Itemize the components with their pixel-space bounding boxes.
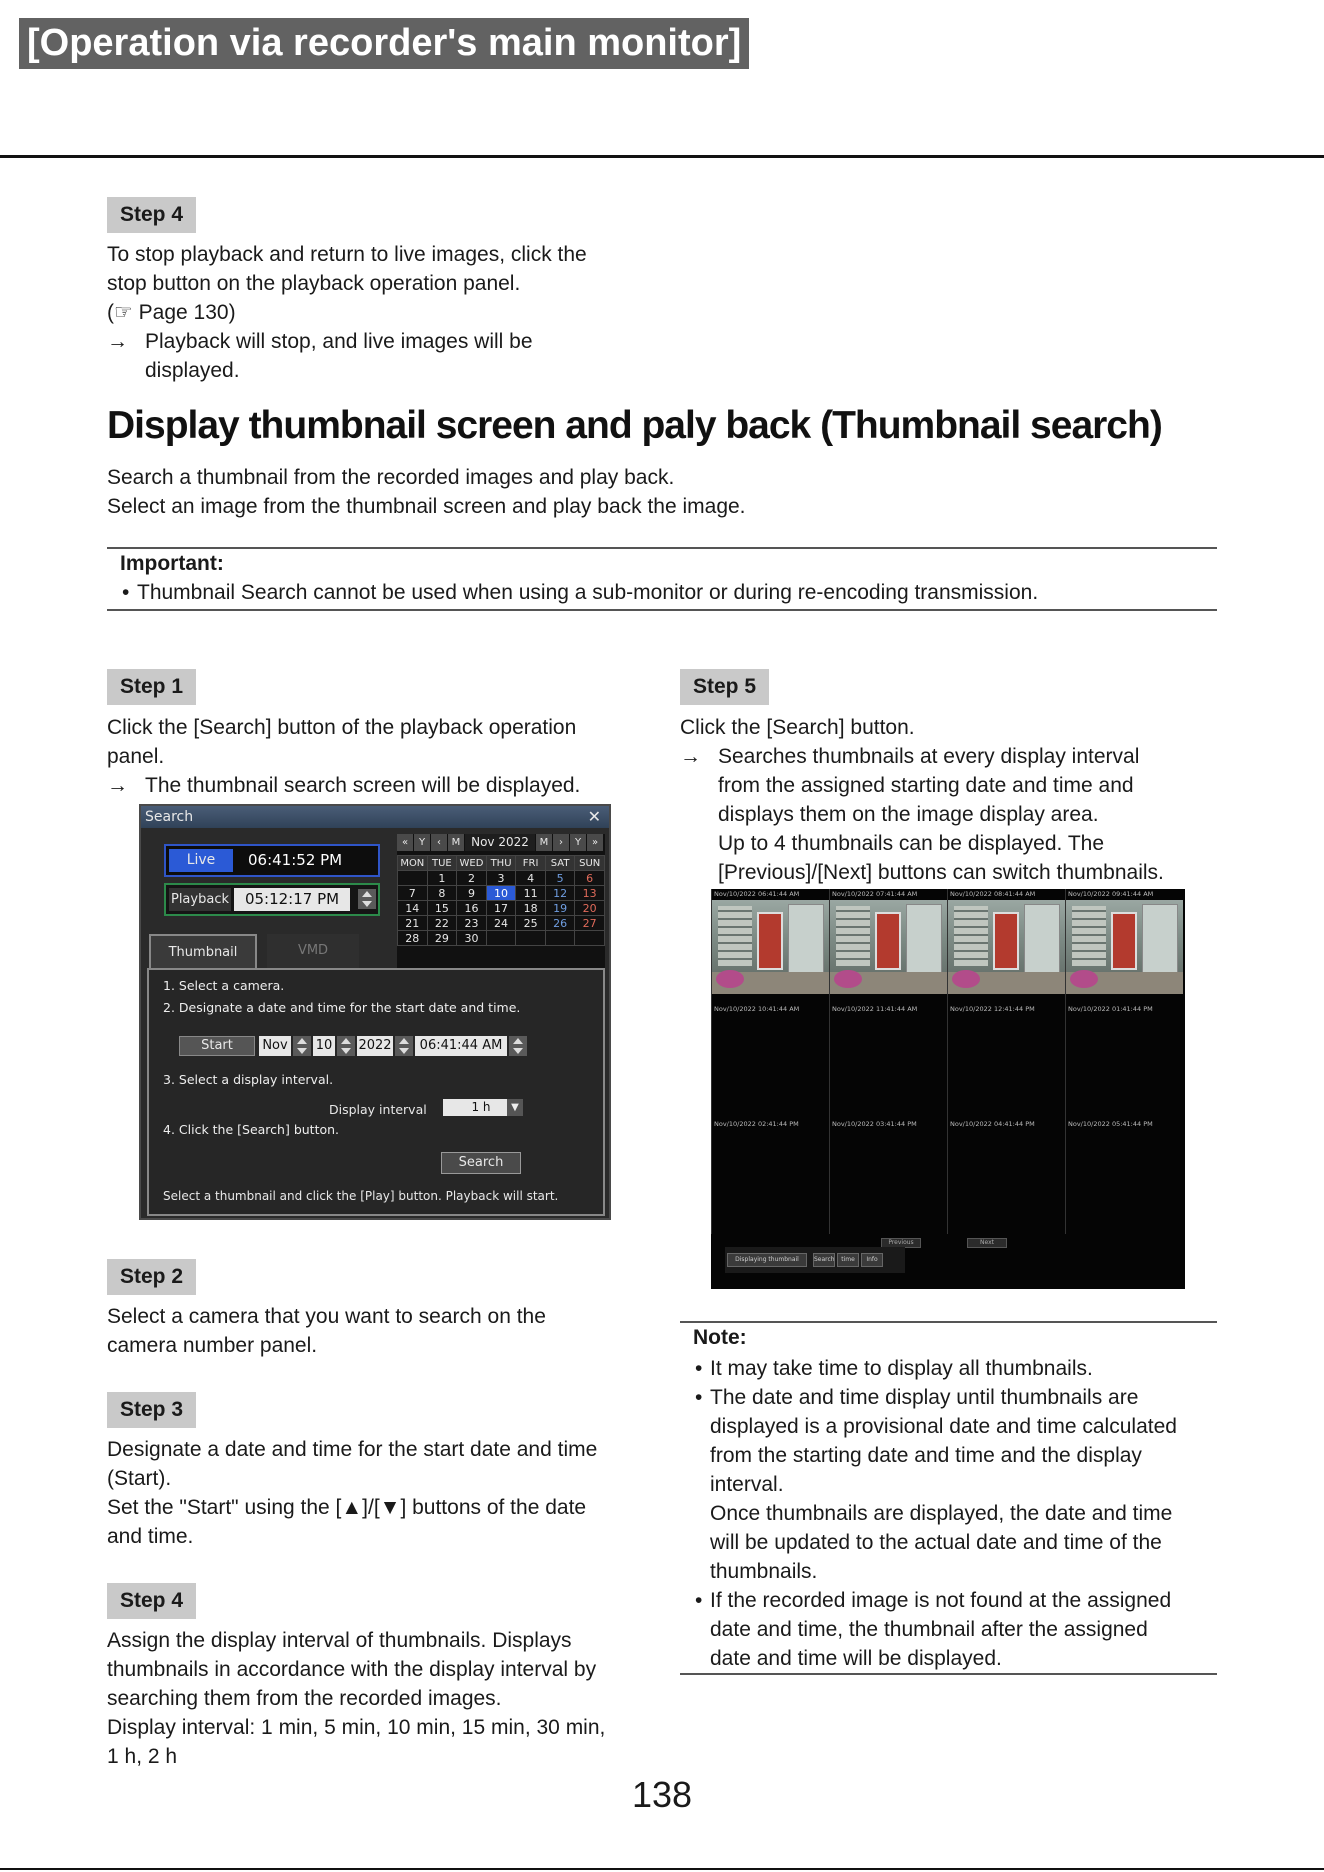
next-month-icon: › bbox=[553, 834, 569, 851]
step-5-badge: Step 5 bbox=[680, 669, 769, 705]
text-line: panel. bbox=[107, 745, 165, 768]
text-line: interval. bbox=[710, 1473, 784, 1496]
calendar-grid bbox=[397, 855, 605, 946]
calendar-day-header: THU bbox=[486, 856, 516, 871]
text-line: from the starting date and time and the display bbox=[710, 1444, 1142, 1467]
text-line: Up to 4 thumbnails can be displayed. The bbox=[718, 832, 1105, 855]
start-button: Start bbox=[179, 1036, 255, 1056]
thumbnail-cell bbox=[711, 1004, 828, 1119]
section-title: Display thumbnail screen and paly back (Thumbnail search) bbox=[107, 404, 1162, 447]
dialog-footer-text: Select a thumbnail and click the [Play] button. Playback will start. bbox=[163, 1189, 559, 1203]
text-line: camera number panel. bbox=[107, 1334, 318, 1357]
calendar-day: 17 bbox=[486, 901, 516, 916]
text-line: Display interval: 1 min, 5 min, 10 min, 15 min, 30 min, bbox=[107, 1716, 606, 1739]
calendar-day: 30 bbox=[457, 931, 487, 946]
instruction-4: 4. Click the [Search] button. bbox=[163, 1122, 340, 1137]
calendar-day: 22 bbox=[427, 916, 457, 931]
search-dialog-screenshot bbox=[139, 804, 611, 1220]
text-line: If the recorded image is not found at the assigned bbox=[710, 1589, 1172, 1612]
arrow-icon: → bbox=[680, 745, 701, 768]
text-line: The date and time display until thumbnails are bbox=[710, 1386, 1139, 1409]
step-4-badge-bottom: Step 4 bbox=[107, 1583, 196, 1619]
section-intro bbox=[107, 463, 1207, 521]
thumbnail-image bbox=[830, 900, 947, 994]
search-button: Search bbox=[441, 1152, 521, 1174]
calendar-day: 18 bbox=[516, 901, 546, 916]
text-line: stop button on the playback operation panel. bbox=[107, 272, 521, 295]
step-4-top-text bbox=[107, 240, 667, 385]
text-line: displayed is a provisional date and time calculated bbox=[710, 1415, 1177, 1438]
calendar-day-header: SUN bbox=[575, 856, 605, 871]
text-line: displayed. bbox=[145, 359, 240, 382]
step-2-text bbox=[107, 1302, 667, 1360]
important-bottom-rule bbox=[107, 609, 1217, 611]
thumbnail-timestamp: Nov/10/2022 09:41:44 AM bbox=[1068, 890, 1154, 898]
info-icon: Info bbox=[861, 1253, 883, 1267]
prev-year-icon: « bbox=[397, 834, 413, 851]
page-reference: (☞ Page 130) bbox=[107, 301, 236, 324]
important-list bbox=[120, 578, 1210, 607]
month-label-right: M bbox=[536, 834, 552, 851]
step-3-text bbox=[107, 1435, 667, 1551]
text-line: thumbnails in accordance with the display interval by bbox=[107, 1658, 597, 1681]
calendar-day-header: TUE bbox=[427, 856, 457, 871]
text-line: date and time will be displayed. bbox=[710, 1647, 1002, 1670]
start-month-field: Nov bbox=[259, 1036, 291, 1056]
bullet-icon: • bbox=[695, 1357, 703, 1380]
footer-rule bbox=[0, 1868, 1324, 1870]
calendar-header bbox=[397, 834, 605, 853]
result-line bbox=[107, 327, 667, 385]
live-button: Live bbox=[169, 849, 233, 872]
calendar-week bbox=[398, 931, 605, 946]
text-line: Click the [Search] button. bbox=[680, 716, 915, 739]
calendar-day: 8 bbox=[427, 886, 457, 901]
text-line: searching them from the recorded images. bbox=[107, 1687, 502, 1710]
calendar-day: 23 bbox=[457, 916, 487, 931]
start-year-field: 2022 bbox=[357, 1036, 393, 1056]
calendar-day: 11 bbox=[516, 886, 546, 901]
page-header: [Operation via recorder's main monitor] bbox=[19, 18, 749, 69]
thumbnail-timestamp: Nov/10/2022 08:41:44 AM bbox=[950, 890, 1036, 898]
step-4-bottom-text bbox=[107, 1626, 667, 1771]
text-line: date and time, the thumbnail after the assigned bbox=[710, 1618, 1148, 1641]
thumbnail-cell bbox=[1065, 1119, 1182, 1234]
calendar-day: 3 bbox=[486, 871, 516, 886]
text-line: Select a camera that you want to search on the bbox=[107, 1305, 546, 1328]
live-panel bbox=[164, 844, 380, 877]
thumbnail-cell bbox=[829, 889, 946, 1004]
instruction-2: 2. Designate a date and time for the start date and time. bbox=[163, 1000, 521, 1015]
calendar-day: 21 bbox=[398, 916, 428, 931]
calendar-day: 12 bbox=[545, 886, 575, 901]
live-time: 06:41:52 PM bbox=[248, 851, 343, 869]
calendar-day: 29 bbox=[427, 931, 457, 946]
tab-vmd: VMD bbox=[267, 934, 359, 968]
thumbnail-cell bbox=[947, 1004, 1064, 1119]
thumbnail-timestamp: Nov/10/2022 05:41:44 PM bbox=[1068, 1120, 1153, 1128]
note-top-rule bbox=[680, 1321, 1217, 1323]
thumbnail-tab-panel bbox=[147, 968, 605, 1216]
calendar-day-header: FRI bbox=[516, 856, 546, 871]
list-item bbox=[693, 1383, 1223, 1586]
calendar bbox=[397, 834, 605, 968]
spinner-icon bbox=[358, 889, 376, 909]
text-line: (Start). bbox=[107, 1467, 172, 1490]
thumbnail-timestamp: Nov/10/2022 01:41:44 PM bbox=[1068, 1005, 1153, 1013]
step-3-badge: Step 3 bbox=[107, 1392, 196, 1428]
text-line: 1 h, 2 h bbox=[107, 1745, 178, 1768]
thumbnail-timestamp: Nov/10/2022 06:41:44 AM bbox=[714, 890, 800, 898]
previous-button: Previous bbox=[881, 1238, 921, 1248]
display-interval-select: 1 h bbox=[443, 1099, 519, 1116]
next-year-icon: » bbox=[587, 834, 603, 851]
thumbnail-cell bbox=[1065, 1004, 1182, 1119]
thumbnail-timestamp: Nov/10/2022 04:41:44 PM bbox=[950, 1120, 1035, 1128]
calendar-day-header: WED bbox=[457, 856, 487, 871]
thumbnail-timestamp: Nov/10/2022 12:41:44 PM bbox=[950, 1005, 1035, 1013]
calendar-day: 4 bbox=[516, 871, 546, 886]
header-rule bbox=[0, 155, 1324, 158]
thumbnail-cell bbox=[711, 889, 828, 1004]
text-line: Set the "Start" using the [▲]/[▼] buttons of the date bbox=[107, 1496, 587, 1519]
calendar-day: 1 bbox=[427, 871, 457, 886]
thumbnail-status-bar bbox=[725, 1247, 905, 1273]
next-button: Next bbox=[967, 1238, 1007, 1248]
step-1-badge: Step 1 bbox=[107, 669, 196, 705]
month-label: M bbox=[448, 834, 464, 851]
thumbnail-cell bbox=[829, 1119, 946, 1234]
text-line: thumbnails. bbox=[710, 1560, 818, 1583]
instruction-3: 3. Select a display interval. bbox=[163, 1072, 334, 1087]
thumbnail-timestamp: Nov/10/2022 10:41:44 AM bbox=[714, 1005, 800, 1013]
thumbnail-screen-screenshot bbox=[711, 889, 1185, 1289]
arrow-icon: → bbox=[107, 774, 128, 797]
calendar-day: 27 bbox=[575, 916, 605, 931]
calendar-day: 25 bbox=[516, 916, 546, 931]
thumbnail-cell bbox=[1065, 889, 1182, 1004]
calendar-day: 15 bbox=[427, 901, 457, 916]
calendar-day bbox=[545, 931, 575, 946]
display-interval-label: Display interval bbox=[329, 1102, 427, 1117]
calendar-week bbox=[398, 916, 605, 931]
text-line: from the assigned starting date and time and bbox=[718, 774, 1134, 797]
calendar-day bbox=[575, 931, 605, 946]
thumbnail-cell bbox=[711, 1119, 828, 1234]
calendar-day: 5 bbox=[545, 871, 575, 886]
list-item: • It may take time to display all thumbnails. bbox=[693, 1354, 1223, 1383]
thumbnail-cell bbox=[947, 889, 1064, 1004]
spinner-icon bbox=[395, 1036, 413, 1056]
calendar-day: 26 bbox=[545, 916, 575, 931]
spinner-icon bbox=[509, 1036, 527, 1056]
step-5-text bbox=[680, 713, 1225, 887]
close-icon: ✕ bbox=[587, 807, 601, 826]
calendar-month: Nov 2022 bbox=[465, 834, 535, 851]
start-day-field: 10 bbox=[313, 1036, 335, 1056]
thumbnail-timestamp: Nov/10/2022 11:41:44 AM bbox=[832, 1005, 918, 1013]
spinner-icon bbox=[337, 1036, 355, 1056]
step-2-badge: Step 2 bbox=[107, 1259, 196, 1295]
text-line: Search a thumbnail from the recorded images and play back. bbox=[107, 466, 675, 489]
text-line: Assign the display interval of thumbnails. Displays bbox=[107, 1629, 572, 1652]
playback-time: 05:12:17 PM bbox=[234, 888, 350, 911]
calendar-day-header: MON bbox=[398, 856, 428, 871]
text-line: Playback will stop, and live images will be bbox=[145, 330, 533, 353]
status-label: Displaying thumbnail bbox=[727, 1253, 807, 1267]
year-label-right: Y bbox=[570, 834, 586, 851]
note-list bbox=[693, 1354, 1223, 1673]
text-line: Select an image from the thumbnail screen and play back the image. bbox=[107, 495, 746, 518]
thumbnail-image bbox=[948, 900, 1065, 994]
list-item bbox=[693, 1586, 1223, 1673]
text-line: will be updated to the actual date and time of the bbox=[710, 1531, 1162, 1554]
calendar-week bbox=[398, 901, 605, 916]
thumbnail-cell bbox=[829, 1004, 946, 1119]
calendar-day: 14 bbox=[398, 901, 428, 916]
dialog-title: Search bbox=[141, 806, 609, 828]
bullet-icon: • bbox=[122, 581, 130, 604]
arrow-icon: → bbox=[107, 330, 128, 353]
thumbnail-image bbox=[1066, 900, 1183, 994]
calendar-day bbox=[486, 931, 516, 946]
result-line bbox=[680, 742, 1225, 887]
calendar-day-header: SAT bbox=[545, 856, 575, 871]
bullet-icon: • bbox=[695, 1386, 703, 1409]
step-1-text bbox=[107, 713, 667, 800]
calendar-day: 10 bbox=[486, 886, 516, 901]
tab-thumbnail: Thumbnail bbox=[149, 934, 257, 970]
important-title: Important: bbox=[120, 552, 224, 575]
calendar-day: 7 bbox=[398, 886, 428, 901]
prev-month-icon: ‹ bbox=[431, 834, 447, 851]
calendar-day bbox=[398, 871, 428, 886]
thumbnail-timestamp: Nov/10/2022 07:41:44 AM bbox=[832, 890, 918, 898]
calendar-week bbox=[398, 886, 605, 901]
calendar-day: 20 bbox=[575, 901, 605, 916]
calendar-day bbox=[516, 931, 546, 946]
calendar-day: 28 bbox=[398, 931, 428, 946]
list-item: • Thumbnail Search cannot be used when using a sub-monitor or during re-encoding transmission. bbox=[120, 578, 1210, 607]
instruction-1: 1. Select a camera. bbox=[163, 978, 285, 993]
calendar-day: 13 bbox=[575, 886, 605, 901]
text-line: Searches thumbnails at every display interval bbox=[718, 745, 1140, 768]
search-icon: Search bbox=[813, 1253, 835, 1267]
start-time-field: 06:41:44 AM bbox=[415, 1036, 507, 1056]
calendar-day: 2 bbox=[457, 871, 487, 886]
playback-panel bbox=[164, 883, 380, 916]
text-line: Once thumbnails are displayed, the date and time bbox=[710, 1502, 1173, 1525]
calendar-day: 24 bbox=[486, 916, 516, 931]
thumbnail-timestamp: Nov/10/2022 02:41:44 PM bbox=[714, 1120, 799, 1128]
time-icon: time bbox=[837, 1253, 859, 1267]
page-number: 138 bbox=[631, 1774, 693, 1815]
dropdown-arrow-icon: ▼ bbox=[507, 1099, 523, 1116]
text-line: Designate a date and time for the start date and time bbox=[107, 1438, 598, 1461]
note-title: Note: bbox=[693, 1326, 747, 1349]
note-bottom-rule bbox=[680, 1673, 1217, 1675]
bullet-icon: • bbox=[695, 1589, 703, 1612]
important-top-rule bbox=[107, 547, 1217, 549]
text-line: and time. bbox=[107, 1525, 194, 1548]
text-line: displays them on the image display area. bbox=[718, 803, 1099, 826]
text-line: To stop playback and return to live images, click the bbox=[107, 243, 587, 266]
thumbnail-image bbox=[712, 900, 829, 994]
thumbnail-timestamp: Nov/10/2022 03:41:44 PM bbox=[832, 1120, 917, 1128]
calendar-day: 19 bbox=[545, 901, 575, 916]
step-4-badge-top: Step 4 bbox=[107, 197, 196, 233]
text-line: [Previous]/[Next] buttons can switch thumbnails. bbox=[718, 861, 1164, 884]
calendar-day: 6 bbox=[575, 871, 605, 886]
result-line: → The thumbnail search screen will be displayed. bbox=[107, 771, 667, 800]
text-line: Click the [Search] button of the playback operation bbox=[107, 716, 577, 739]
spinner-icon bbox=[293, 1036, 311, 1056]
calendar-day: 16 bbox=[457, 901, 487, 916]
playback-button: Playback bbox=[169, 888, 231, 911]
year-label: Y bbox=[414, 834, 430, 851]
calendar-day: 9 bbox=[457, 886, 487, 901]
thumbnail-cell bbox=[947, 1119, 1064, 1234]
calendar-week bbox=[398, 871, 605, 886]
